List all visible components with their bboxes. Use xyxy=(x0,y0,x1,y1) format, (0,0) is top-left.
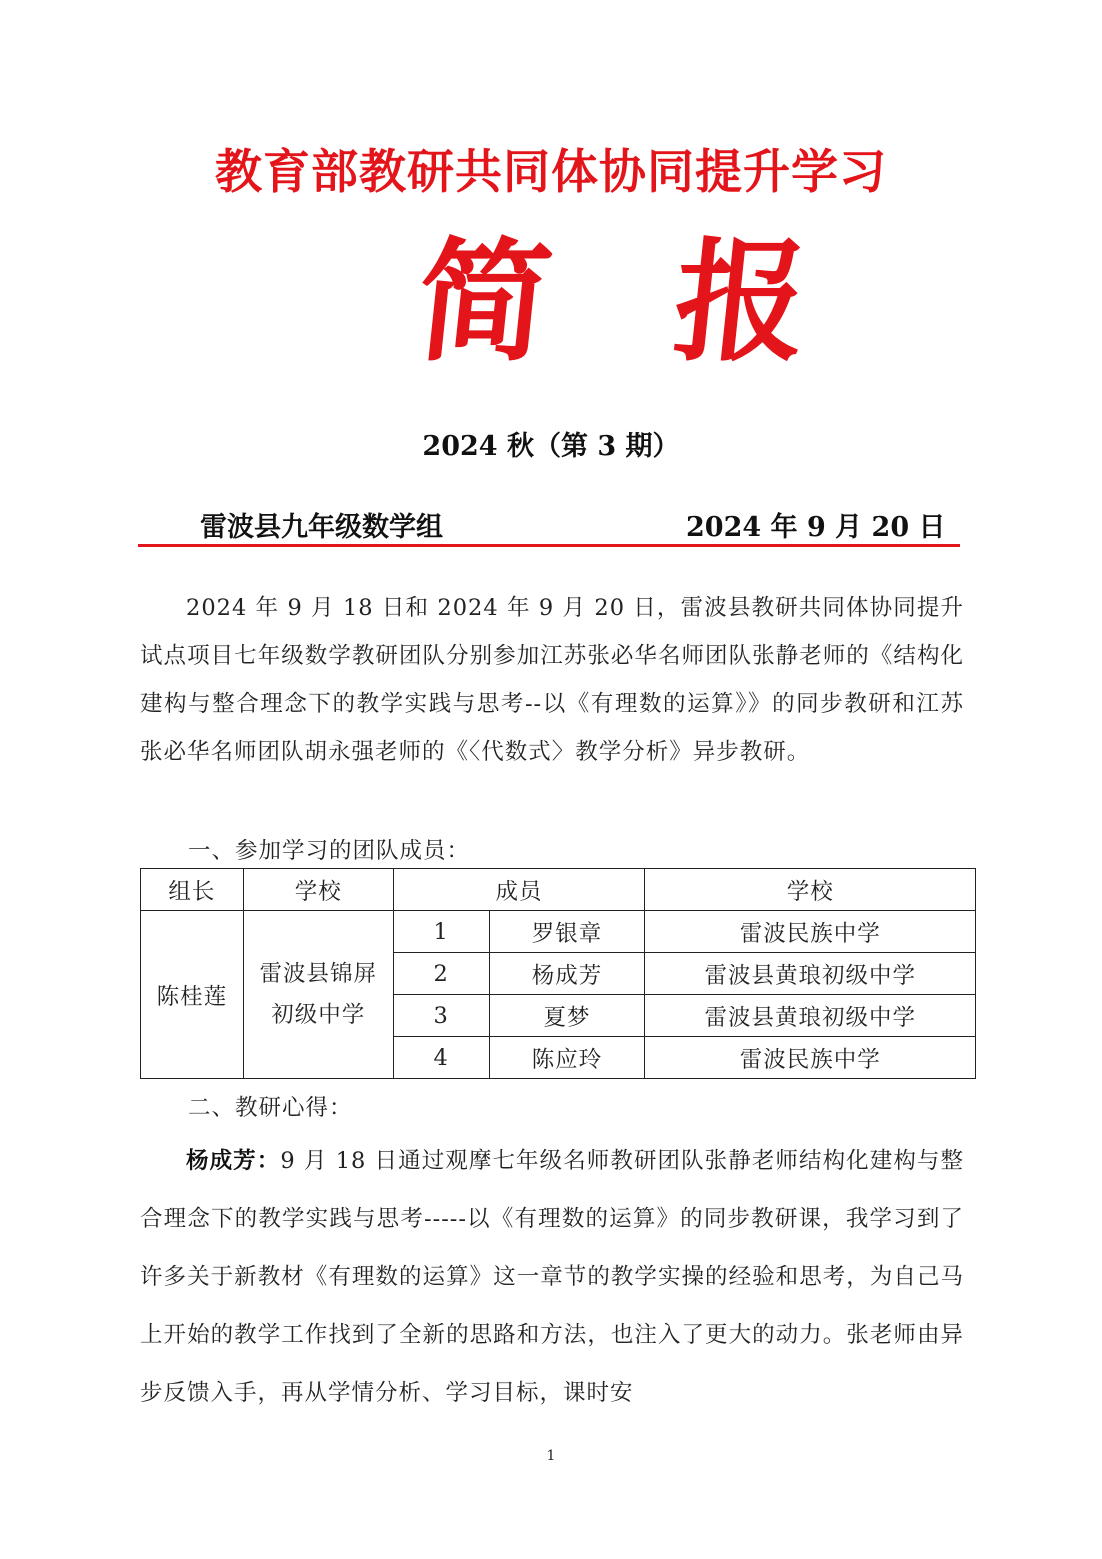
issue-number: 2024 秋（第 3 期） xyxy=(422,431,680,462)
page-number: 1 xyxy=(546,1448,556,1464)
header-school: 学校 xyxy=(243,869,393,911)
member-school: 雷波县黄琅初级中学 xyxy=(645,953,976,995)
table-header-row xyxy=(141,869,976,911)
brief-char-bao: 报 xyxy=(666,225,816,380)
member-no: 4 xyxy=(393,1037,489,1079)
header-leader: 组长 xyxy=(141,869,244,911)
intro-paragraph: 2024 年 9 月 18 日和 2024 年 9 月 20 日，雷波县教研共同体协同提升试点项目七年级数学教研团队分别参加江苏张必华名师团队张静老师的《结构化建构与整合理念下的教学实践与思考--以《有理数的运算》》的同步教研和江苏张必华名师团队胡永强老师的《〈代数式〉教学分析》异步教研。 xyxy=(140,595,964,765)
group-name: 雷波县九年级数学组 xyxy=(200,512,443,543)
member-no: 2 xyxy=(393,953,489,995)
member-name: 夏梦 xyxy=(489,995,645,1037)
member-no: 1 xyxy=(393,911,489,953)
reflection-paragraph xyxy=(140,1132,964,1422)
table-row xyxy=(141,911,976,953)
leader-name: 陈桂莲 xyxy=(141,911,244,1079)
member-name: 陈应玲 xyxy=(489,1037,645,1079)
leader-school: 雷波县锦屏初级中学 xyxy=(243,911,393,1079)
member-name: 杨成芳 xyxy=(489,953,645,995)
members-table xyxy=(140,868,976,1079)
red-divider xyxy=(138,544,960,547)
member-name: 罗银章 xyxy=(489,911,645,953)
header-members: 成员 xyxy=(393,869,645,911)
header-member-school: 学校 xyxy=(645,869,976,911)
section-reflection-heading: 二、教研心得： xyxy=(188,1095,353,1121)
member-school: 雷波县黄琅初级中学 xyxy=(645,995,976,1037)
brief-title xyxy=(0,225,1102,380)
member-school: 雷波民族中学 xyxy=(645,911,976,953)
publish-date: 2024 年 9 月 20 日 xyxy=(686,512,946,543)
brief-char-jian: 简 xyxy=(409,225,559,380)
reflection-author: 杨成芳： xyxy=(186,1148,281,1174)
section-members-heading: 一、参加学习的团队成员： xyxy=(188,838,471,864)
byline xyxy=(140,505,960,545)
member-school: 雷波民族中学 xyxy=(645,1037,976,1079)
reflection-text: 9 月 18 日通过观摩七年级名师教研团队张静老师结构化建构与整合理念下的教学实践与思考-----以《有理数的运算》的同步教研课，我学习到了许多关于新教材《有理数的运算》这一章节的教学实操的经验和思考，为自己马上开始的教学工作找到了全新的思路和方法，也注入了更大的动力。张老师由异步反馈入手，再从学情分析、学习目标，课时安 xyxy=(140,1148,964,1406)
masthead-title: 教育部教研共同体协同提升学习 xyxy=(215,145,887,200)
member-no: 3 xyxy=(393,995,489,1037)
